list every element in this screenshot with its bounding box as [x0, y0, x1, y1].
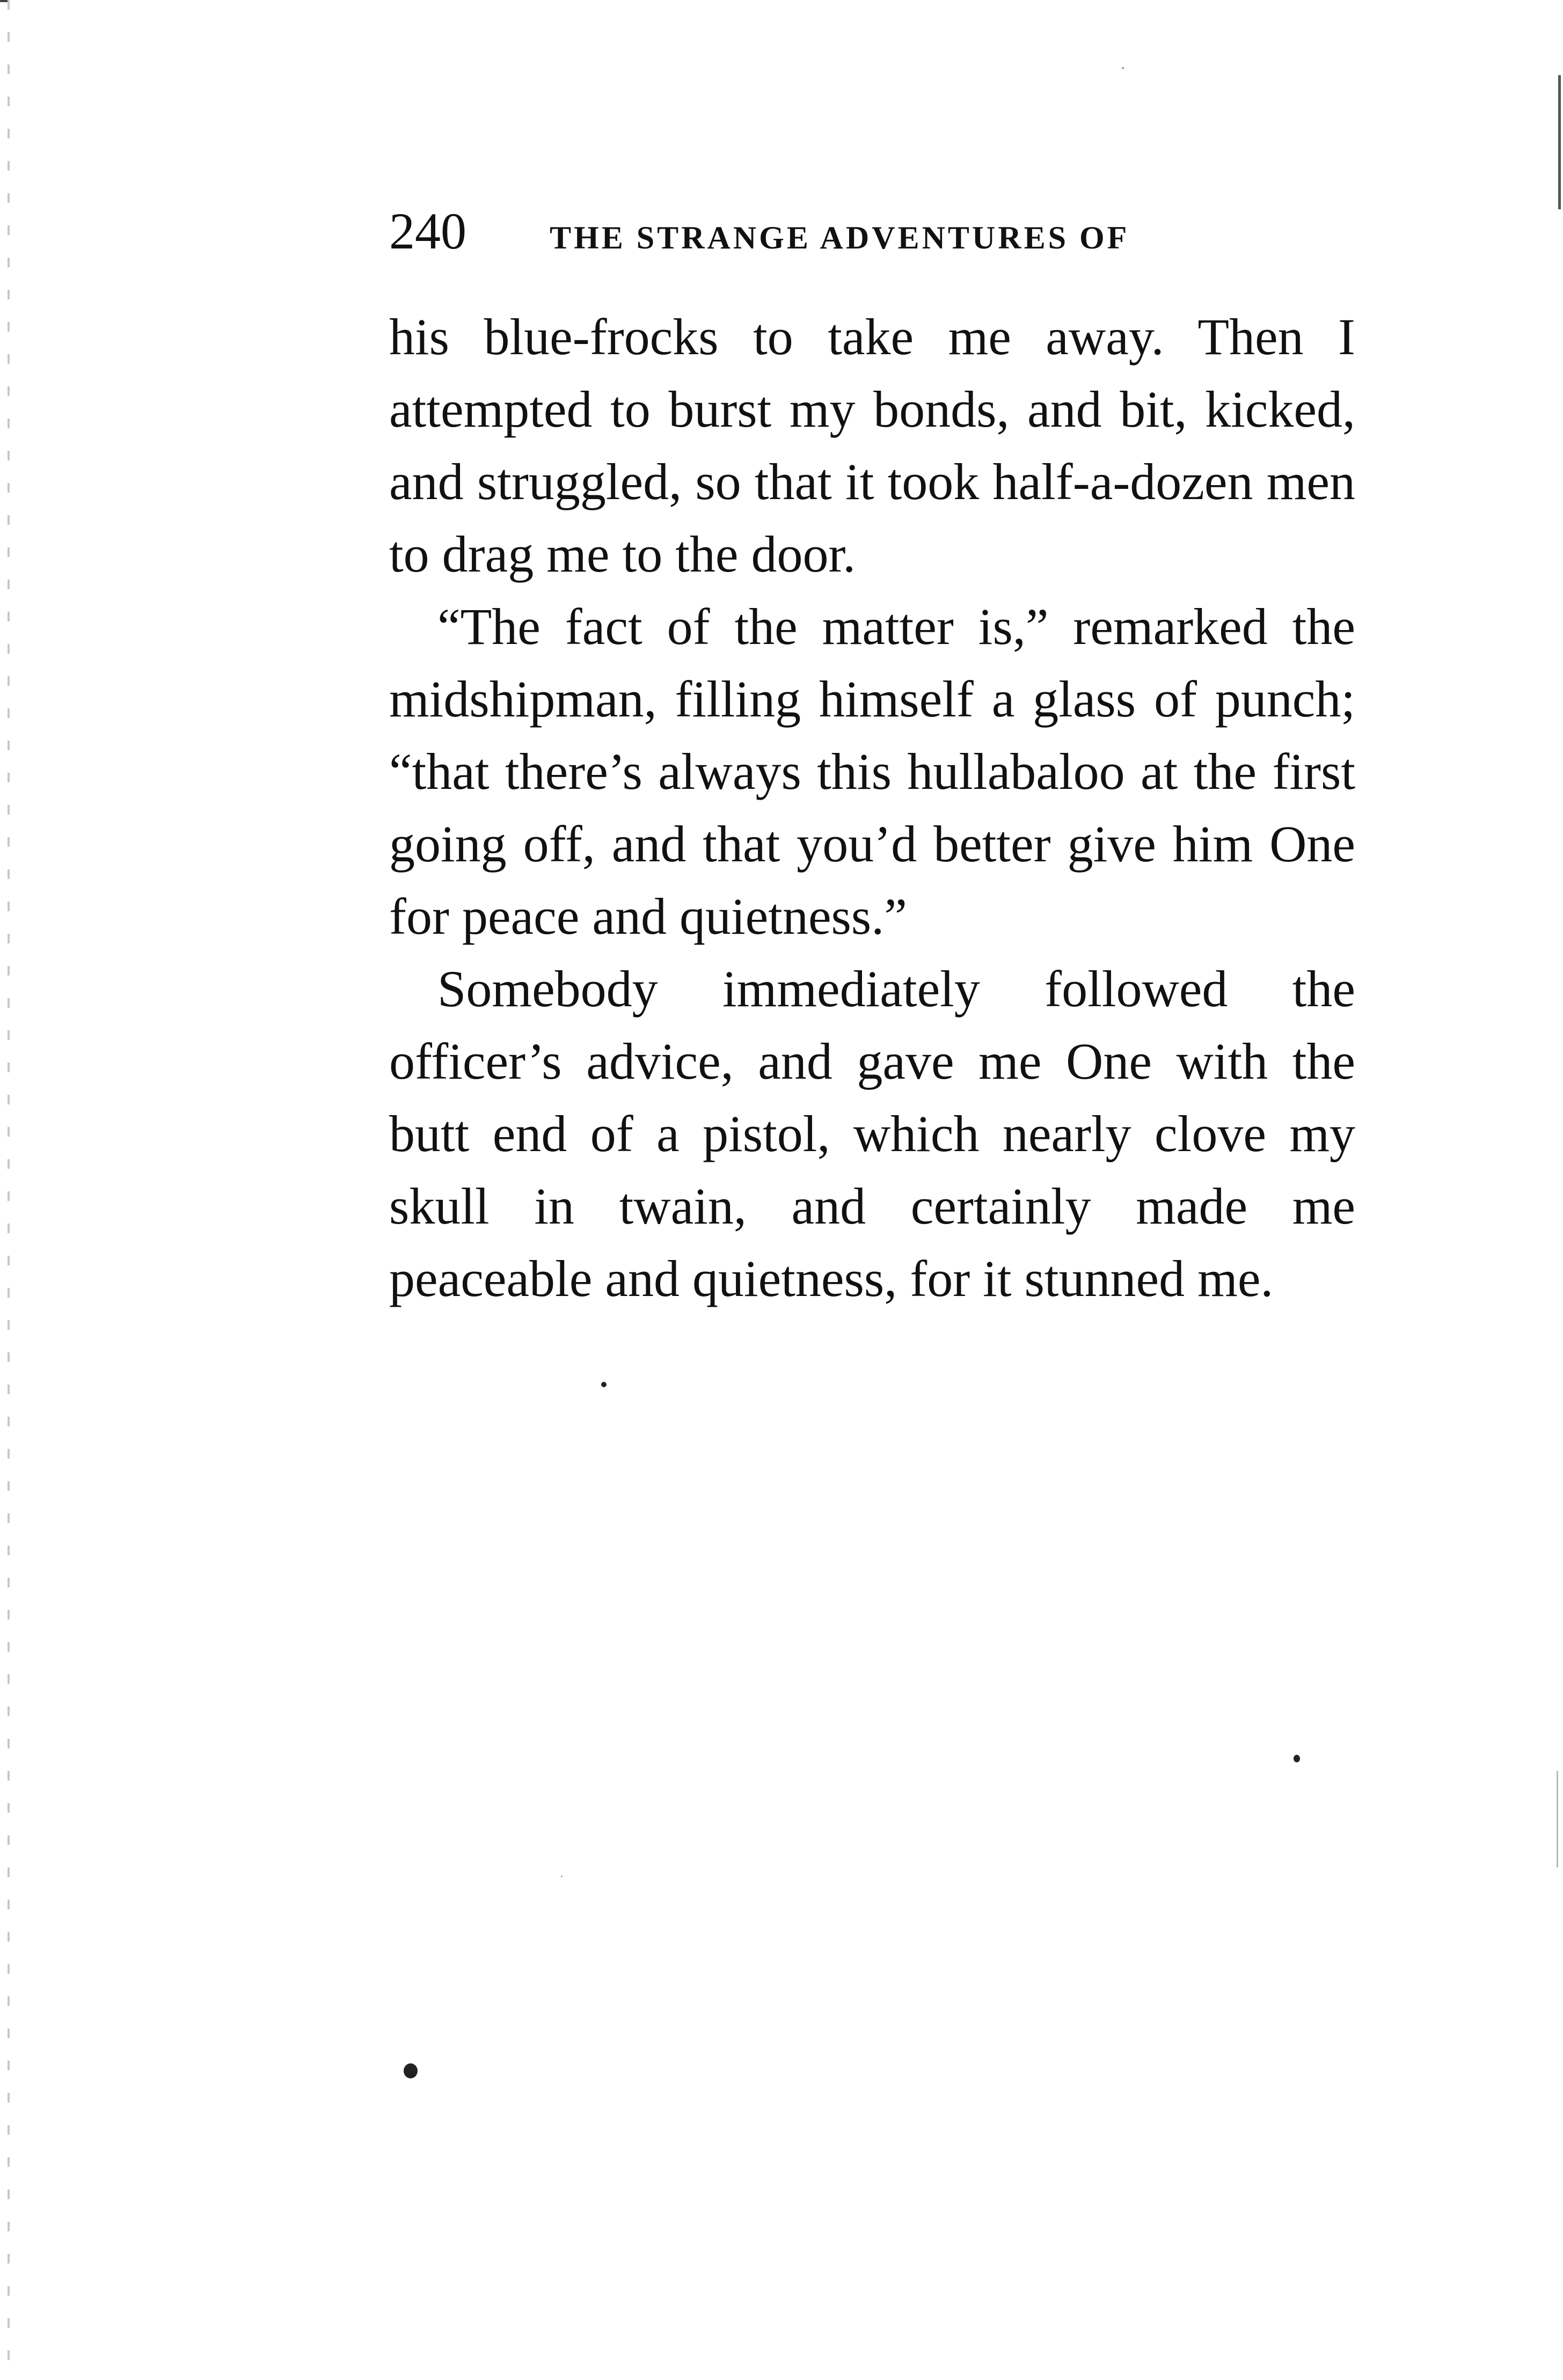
ink-speck	[1294, 1755, 1300, 1762]
scan-left-edge	[8, 0, 10, 2380]
scan-right-edge-mark-lower	[1557, 1771, 1558, 1868]
page-number: 240	[389, 202, 466, 260]
scan-right-edge-mark	[1558, 75, 1561, 209]
paragraph-2: “The fact of the matter is,” remarked the midshipman, filling himself a glass of punch; “that there’s always this hullabaloo at the first going off, and that you’d better give him One for peace and quietness.”	[389, 598, 1355, 945]
ink-blot	[404, 2063, 418, 2078]
ink-speck	[601, 1382, 607, 1387]
running-title: THE STRANGE ADVENTURES OF	[550, 220, 1130, 255]
dust-speck	[1122, 67, 1124, 69]
body-text	[389, 301, 1355, 1315]
dust-speck	[561, 1876, 563, 1877]
paragraph-1: his blue-frocks to take me away. Then I attempted to burst my bonds, and bit, kicked, and struggled, so that it took half-a-dozen men to drag me to the door.	[389, 308, 1355, 583]
paragraph-3: Somebody immediately followed the officer’s advice, and gave me One with the butt end of a pistol, which nearly clove my skull in twain, and certainly made me peaceable and quietness, for it stunned me.	[389, 960, 1355, 1307]
running-head	[389, 201, 1355, 266]
